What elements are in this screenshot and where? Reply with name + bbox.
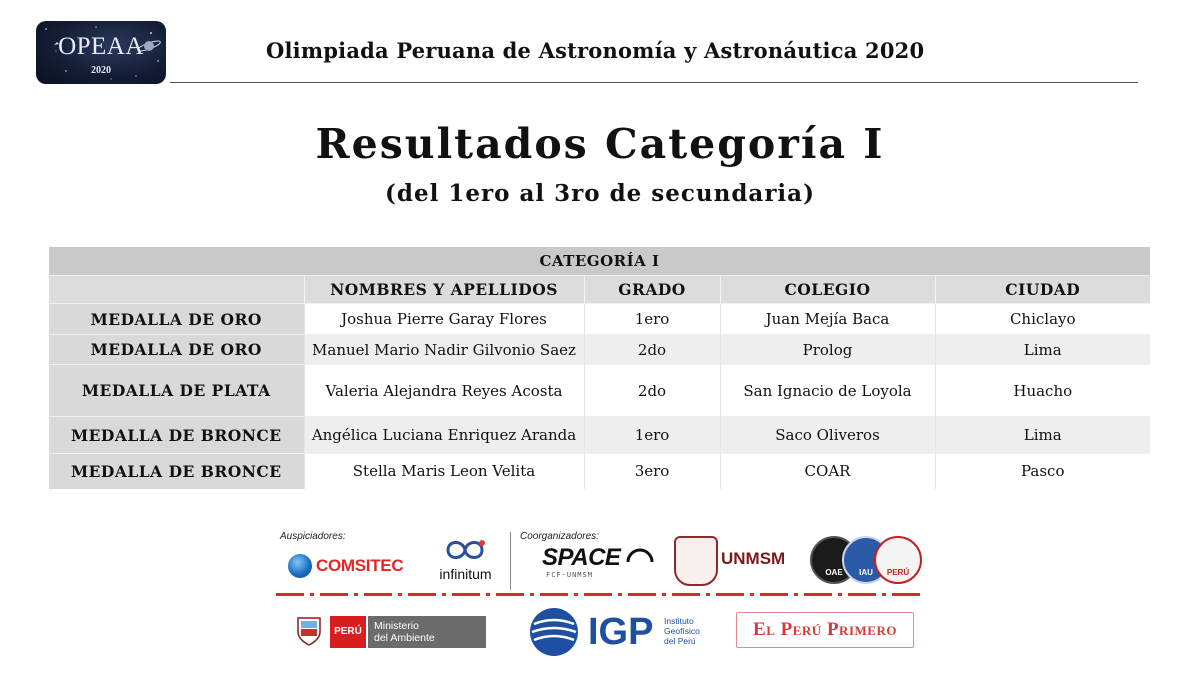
header-divider [170,82,1138,83]
igp-description [664,616,700,646]
category-header: CATEGORÍA I [49,247,1150,276]
name-cell: Joshua Pierre Garay Flores [304,304,584,335]
city-cell: Chiclayo [935,304,1150,335]
grade-cell: 1ero [584,417,720,454]
ministerio-line-1: Ministerio [374,620,419,632]
partner-circles [810,536,920,584]
table-row [49,304,1150,335]
medal-cell: MEDALLA DE ORO [49,335,304,365]
column-header-medal [49,276,304,304]
coorganizers-label: Coorganizadores: [520,531,599,542]
table-row [49,365,1150,417]
red-divider [276,593,926,596]
el-peru-primero-text: El Perú Primero [753,619,897,640]
space-text: SPACE [542,544,621,571]
grade-cell: 3ero [584,454,720,489]
name-cell: Manuel Mario Nadir Gilvonio Saez [304,335,584,365]
globe-icon [288,554,312,578]
school-cell: Juan Mejía Baca [720,304,935,335]
peru-seal-logo [874,536,922,584]
medal-cell: MEDALLA DE BRONCE [49,417,304,454]
city-cell: Huacho [935,365,1150,417]
medal-cell: MEDALLA DE BRONCE [49,454,304,489]
column-header-school: COLEGIO [720,276,935,304]
igp-logo [528,606,708,660]
sponsors-panel [270,526,930,661]
grade-cell: 2do [584,335,720,365]
table-row [49,417,1150,454]
unmsm-seal-icon [674,536,718,586]
igp-line-2: Geofísico [664,626,700,636]
sponsor-divider [510,532,511,590]
column-header-row [49,276,1150,304]
igp-text: IGP [588,611,654,653]
space-subtext: FCF-UNMSM [546,571,593,579]
results-table [49,247,1150,489]
name-cell: Valeria Alejandra Reyes Acosta [304,365,584,417]
peru-shield-icon [296,614,322,646]
comsitec-logo [288,550,414,580]
column-header-grade: GRADO [584,276,720,304]
infinity-icon [428,534,503,566]
el-peru-primero-logo [736,612,914,648]
city-cell: Lima [935,335,1150,365]
name-cell: Angélica Luciana Enriquez Aranda [304,417,584,454]
ministerio-ambiente-logo [296,612,488,652]
igp-line-1: Instituto [664,616,694,626]
space-logo [542,542,657,586]
igp-globe-icon [528,606,580,658]
logo-text: OPEAA [58,33,144,60]
space-ring-icon [620,542,660,582]
infinitum-logo [428,534,503,584]
logo-year: 2020 [91,65,111,76]
school-cell: Prolog [720,335,935,365]
infinitum-text: infinitum [439,566,492,582]
sponsors-label: Auspiciadores: [280,531,346,542]
oae-logo: OAE [810,536,858,584]
page-subtitle: (del 1ero al 3ro de secundaria) [385,180,815,207]
grade-cell: 2do [584,365,720,417]
column-header-name: NOMBRES Y APELLIDOS [304,276,584,304]
grade-cell: 1ero [584,304,720,335]
school-cell: San Ignacio de Loyola [720,365,935,417]
school-cell: Saco Oliveros [720,417,935,454]
city-cell: Lima [935,417,1150,454]
medal-cell: MEDALLA DE ORO [49,304,304,335]
ministerio-line-2: del Ambiente [374,632,435,644]
unmsm-text: UNMSM [721,549,786,568]
peru-seal-text: PERÚ [886,568,910,577]
medal-cell: MEDALLA DE PLATA [49,365,304,417]
peru-badge: PERÚ [330,616,366,648]
comsitec-text: COMSITEC [316,556,404,575]
table-row [49,335,1150,365]
unmsm-logo [674,536,804,584]
igp-line-3: del Perú [664,636,696,646]
school-cell: COAR [720,454,935,489]
iau-logo: IAU [842,536,890,584]
name-cell: Stella Maris Leon Velita [304,454,584,489]
header-title: Olimpiada Peruana de Astronomía y Astronáutica 2020 [266,38,925,63]
column-header-city: CIUDAD [935,276,1150,304]
table-row [49,454,1150,489]
ministerio-text [368,616,486,648]
city-cell: Pasco [935,454,1150,489]
page-title: Resultados Categoría I [315,120,885,168]
opeaa-logo [36,21,166,84]
category-header-row [49,247,1150,276]
